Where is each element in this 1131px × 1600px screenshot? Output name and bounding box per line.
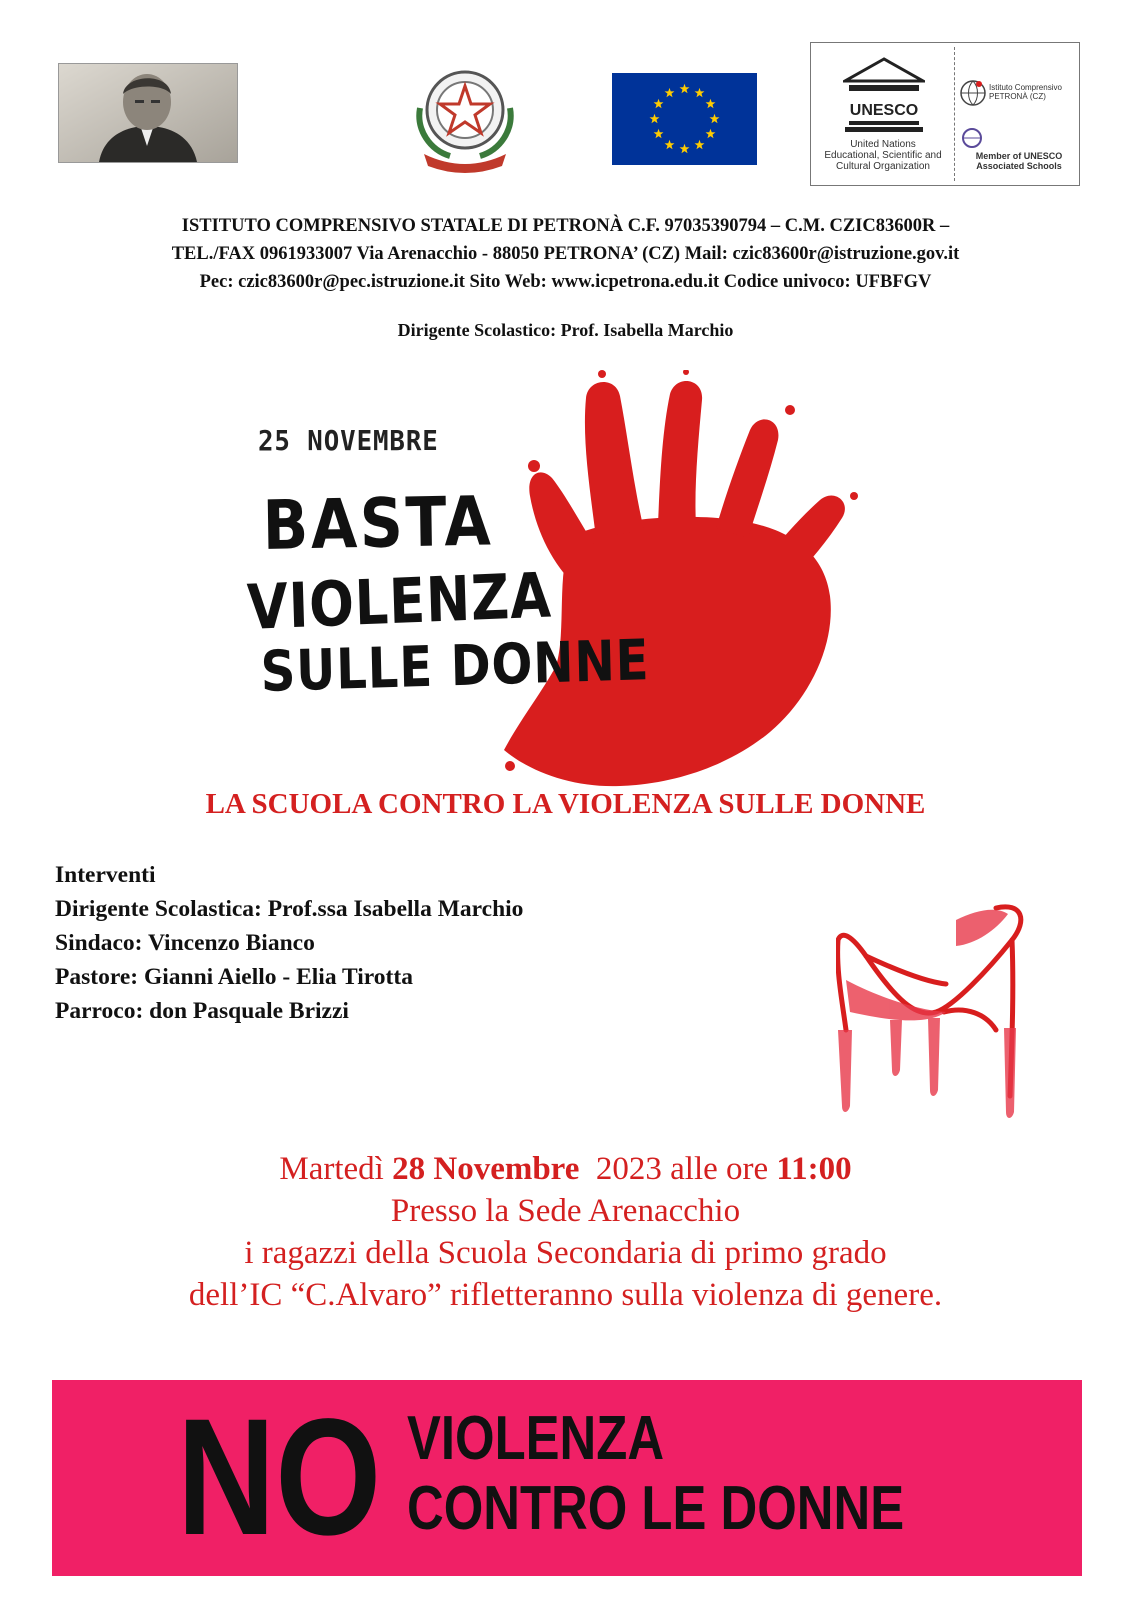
poster-basta: BASTA <box>262 482 494 566</box>
event-time: 11:00 <box>776 1151 852 1187</box>
unesco-temple-icon <box>843 55 925 135</box>
dirigente-line: Dirigente Scolastico: Prof. Isabella Marchio <box>397 320 734 340</box>
member-globe-icon <box>961 127 983 149</box>
school-header <box>20 212 1111 296</box>
speaker-item: Pastore: Gianni Aiello - Elia Tirotta <box>55 964 413 990</box>
event-date-line <box>20 1148 1111 1190</box>
event-year: 2023 alle ore <box>595 1151 769 1187</box>
event-description-2: dell’IC “C.Alvaro” rifletteranno sulla violenza di genere. <box>188 1277 943 1313</box>
event-date: 28 Novembre <box>392 1151 580 1187</box>
unesco-line: United Nations <box>850 139 916 150</box>
european-union-flag <box>612 73 757 165</box>
unesco-line: Educational, Scientific and <box>824 150 942 161</box>
unesco-associated-schools-logo <box>810 42 1080 186</box>
poster-sulle-donne: SULLE DONNE <box>260 628 651 705</box>
event-day: Martedì <box>279 1151 384 1187</box>
unesco-line: Cultural Organization <box>836 161 930 172</box>
speaker-item: Dirigente Scolastica: Prof.ssa Isabella Marchio <box>55 896 524 922</box>
school-label: Istituto Comprensivo PETRONÀ (CZ) <box>989 83 1062 101</box>
poster-date: 25 NOVEMBRE <box>258 424 439 457</box>
speakers-heading: Interventi <box>55 862 156 888</box>
eu-stars-icon <box>612 73 757 165</box>
event-location: Presso la Sede Arenacchio <box>390 1193 741 1229</box>
school-globe-icon <box>959 79 987 107</box>
unesco-organization-name <box>817 139 949 172</box>
member-unesco-label: Member of UNESCO Associated Schools <box>975 151 1063 171</box>
no-violence-banner <box>52 1380 1082 1576</box>
speaker-item: Parroco: don Pasquale Brizzi <box>55 998 349 1024</box>
italian-republic-emblem <box>402 58 528 174</box>
banner-no: NO <box>177 1385 382 1570</box>
logo-divider <box>954 47 955 181</box>
event-subtitle: LA SCUOLA CONTRO LA VIOLENZA SULLE DONNE <box>205 788 926 820</box>
event-details <box>20 1148 1111 1316</box>
unesco-wordmark: UNESCO <box>849 102 919 119</box>
header-line-3: Pec: czic83600r@pec.istruzione.it Sito Web: www.icpetrona.edu.it Codice univoco: UFBFGV <box>199 272 932 292</box>
speakers-list <box>55 858 523 1028</box>
banner-line-1: VIOLENZA <box>407 1404 665 1473</box>
poster-violenza: VIOLENZA <box>246 558 553 644</box>
speaker-item: Sindaco: Vincenzo Bianco <box>55 930 315 956</box>
banner-line-2: CONTRO LE DONNE <box>407 1474 905 1543</box>
header-line-2: TEL./FAX 0961933007 Via Arenacchio - 88050 PETRONA’ (CZ) Mail: czic83600r@istruzione.gov.it <box>171 244 960 264</box>
republic-star-icon <box>402 58 528 174</box>
header-line-1: ISTITUTO COMPRENSIVO STATALE DI PETRONÀ C.F. 97035390794 – C.M. CZIC83600R – <box>181 216 950 236</box>
portrait-image <box>59 64 237 162</box>
event-description-1: i ragazzi della Scuola Secondaria di primo grado <box>244 1235 887 1271</box>
red-high-heel-shoe-icon <box>836 900 1032 1122</box>
alvaro-portrait-photo <box>58 63 238 163</box>
